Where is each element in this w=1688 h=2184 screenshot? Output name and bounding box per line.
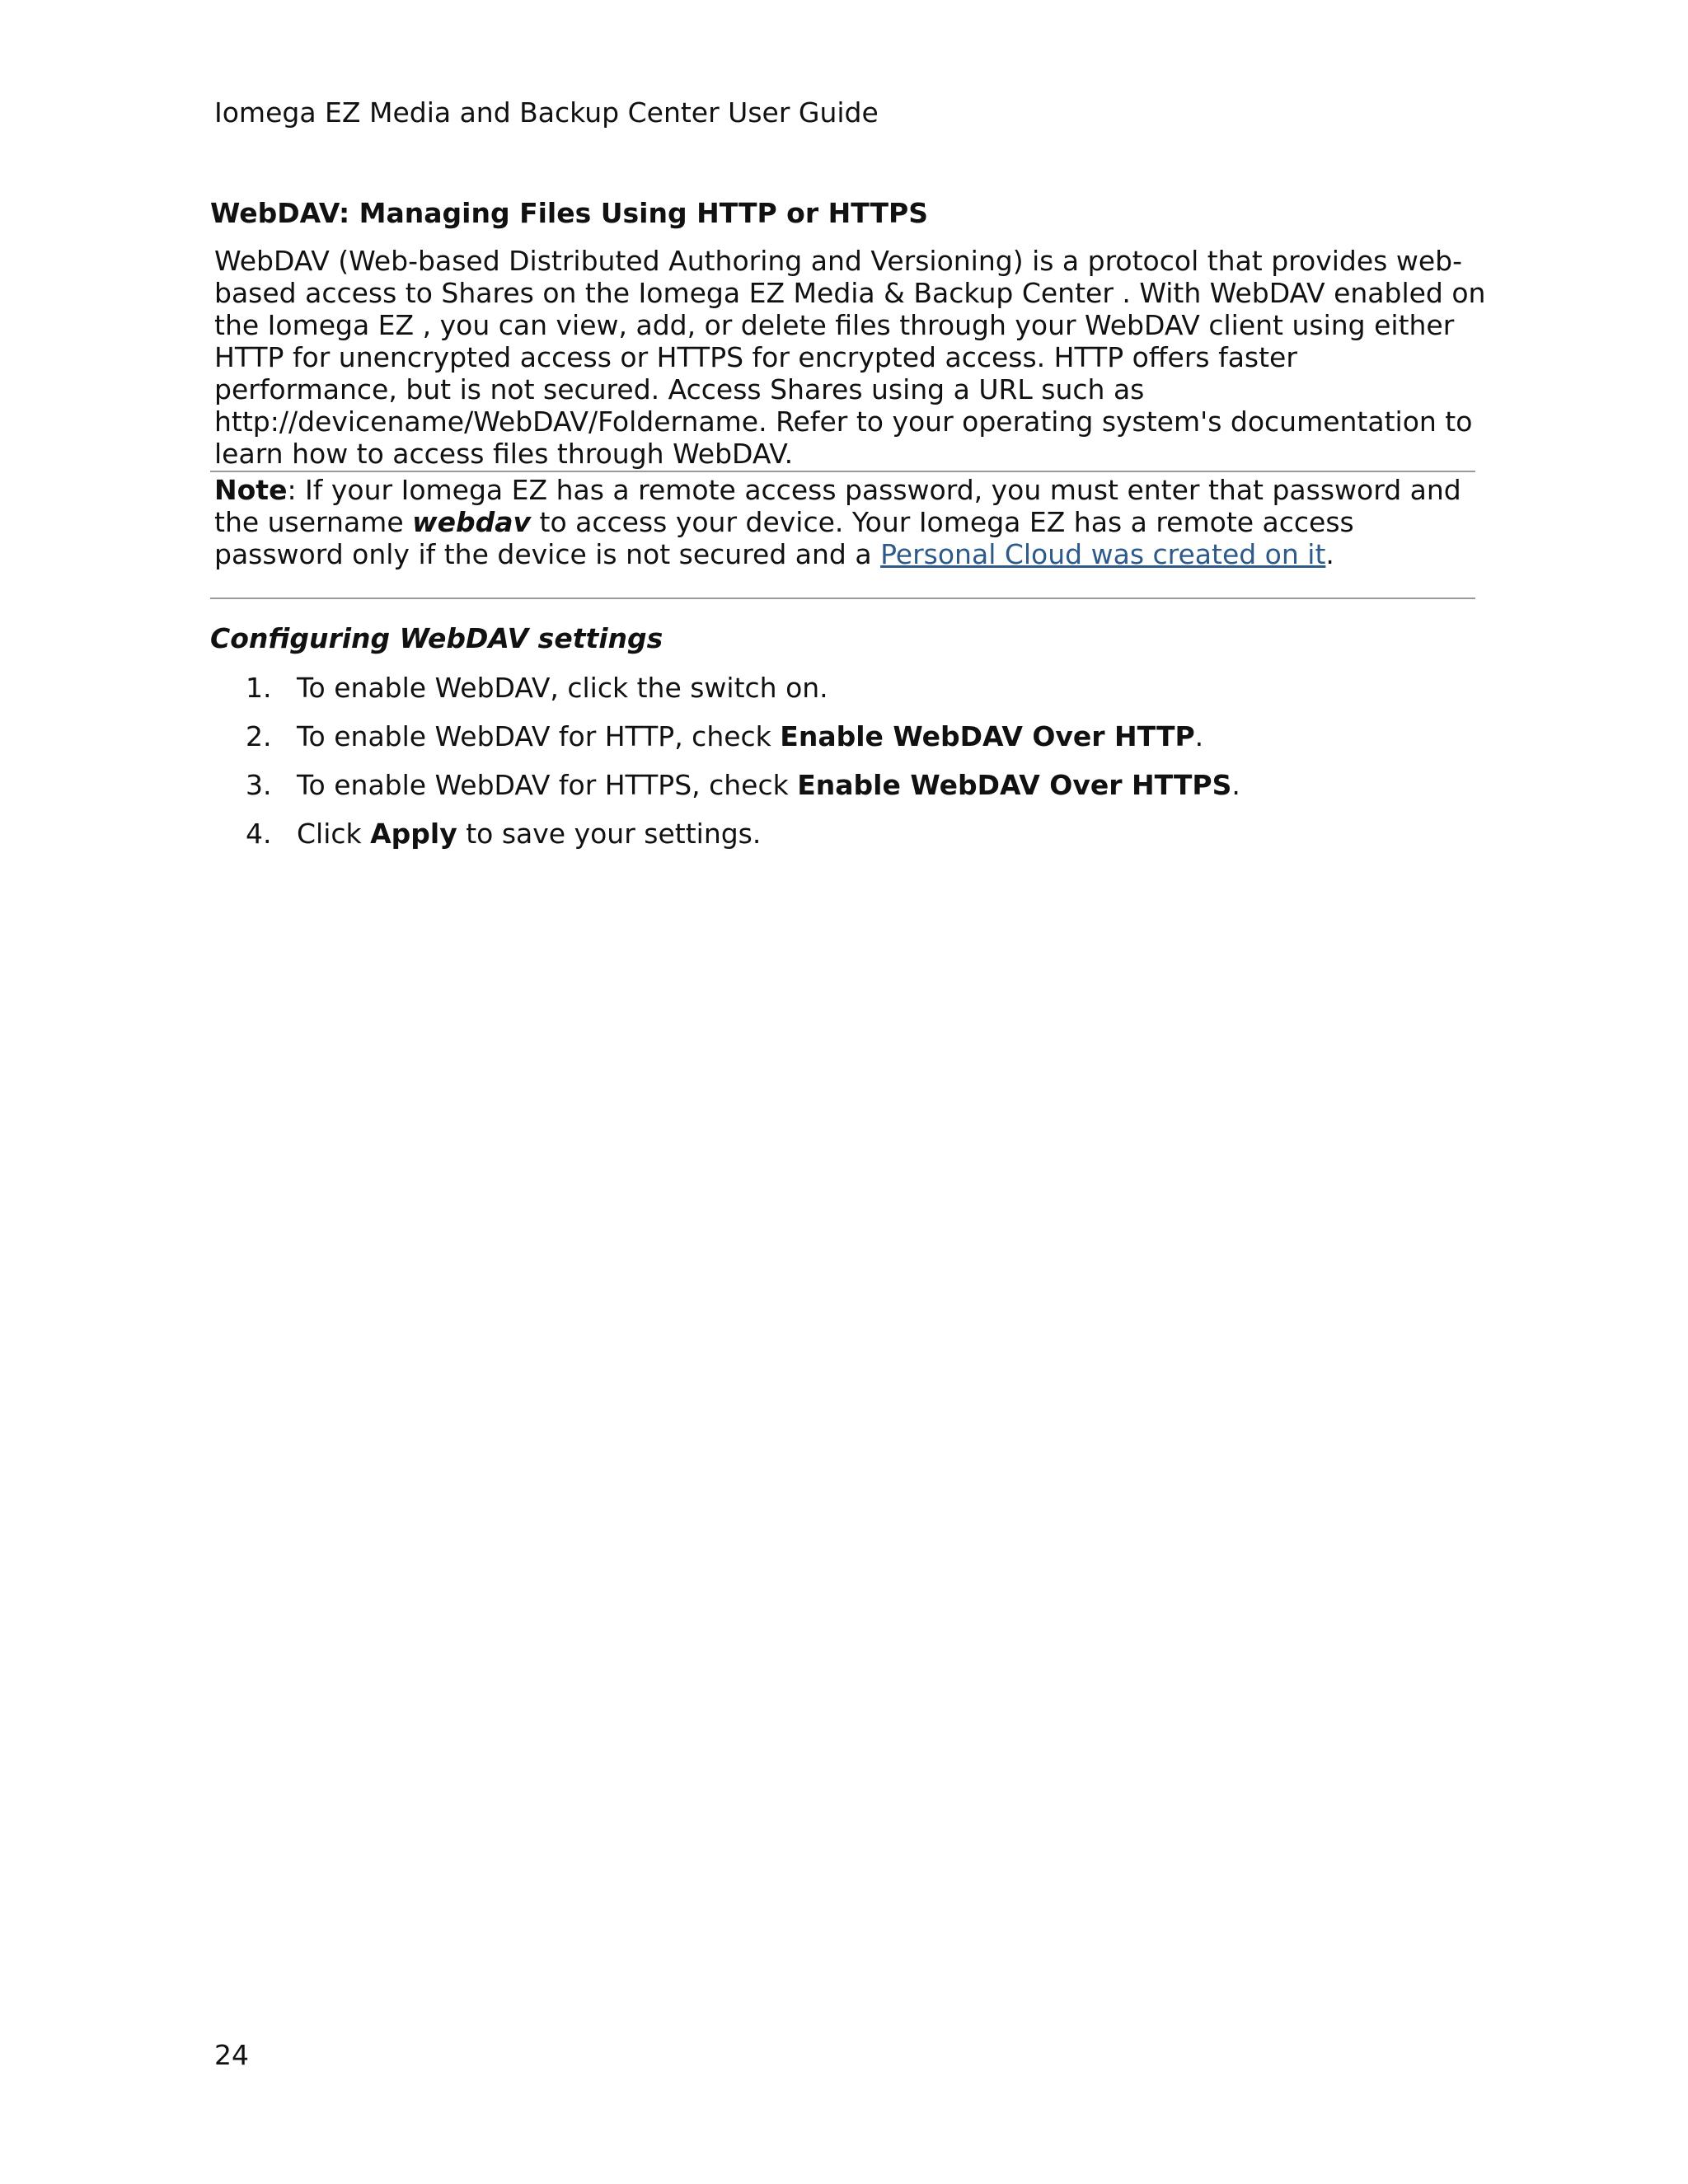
step-text — [297, 815, 761, 853]
page-number: 24 — [214, 2039, 249, 2071]
note-text-part2: to access your device. Your Iomega EZ has a remote access password only if the device is not secured and a — [214, 506, 1354, 570]
step-text-before: To enable WebDAV for HTTP, check — [297, 720, 781, 752]
step-text-after: . — [1194, 720, 1204, 752]
step-text — [297, 718, 1203, 756]
note-username-emphasis: webdav — [412, 506, 532, 538]
step-text-bold: Enable WebDAV Over HTTPS — [797, 769, 1232, 801]
personal-cloud-link[interactable]: Personal Cloud was created on it — [880, 538, 1326, 570]
step-text-bold: Enable WebDAV Over HTTP — [780, 720, 1195, 752]
config-subheading: Configuring WebDAV settings — [210, 622, 663, 654]
step-text-before: Click — [297, 818, 371, 850]
intro-paragraph: WebDAV (Web-based Distributed Authoring and Versioning) is a protocol that provides web-based access to Shares on the Iomega EZ Media & Backup Center . With WebDAV enabled on the Iomega EZ , you can view, add, or delete files through your WebDAV client using either HTTP for unencrypted access or HTTPS for encrypted access. HTTP offers faster performance, but is not secured. Access Shares using a URL such as http://devicename/WebDAV/Foldername. Refer to your operating system's documentation to learn how to access files through WebDAV. — [214, 245, 1486, 470]
step-text-before: To enable WebDAV, click the switch on. — [297, 672, 828, 704]
step-text-bold: Apply — [370, 818, 457, 850]
step-number: 1. — [246, 672, 272, 704]
step-text — [297, 766, 1240, 804]
step-text-after: . — [1231, 769, 1240, 801]
note-box — [210, 471, 1475, 599]
note-text — [214, 472, 1488, 570]
step-text-after: to save your settings. — [457, 818, 762, 850]
section-title: WebDAV: Managing Files Using HTTP or HTTPS — [210, 197, 928, 229]
step-number: 2. — [246, 720, 272, 752]
step-text — [297, 669, 828, 707]
note-text-part1: : If your Iomega EZ has a remote access password, you must enter that password and the username — [214, 474, 1461, 538]
step-number: 4. — [246, 818, 272, 850]
note-text-part3: . — [1325, 538, 1334, 570]
step-text-before: To enable WebDAV for HTTPS, check — [297, 769, 798, 801]
note-label: Note — [214, 474, 288, 506]
page-header: Iomega EZ Media and Backup Center User Guide — [214, 96, 879, 129]
step-number: 3. — [246, 769, 272, 801]
